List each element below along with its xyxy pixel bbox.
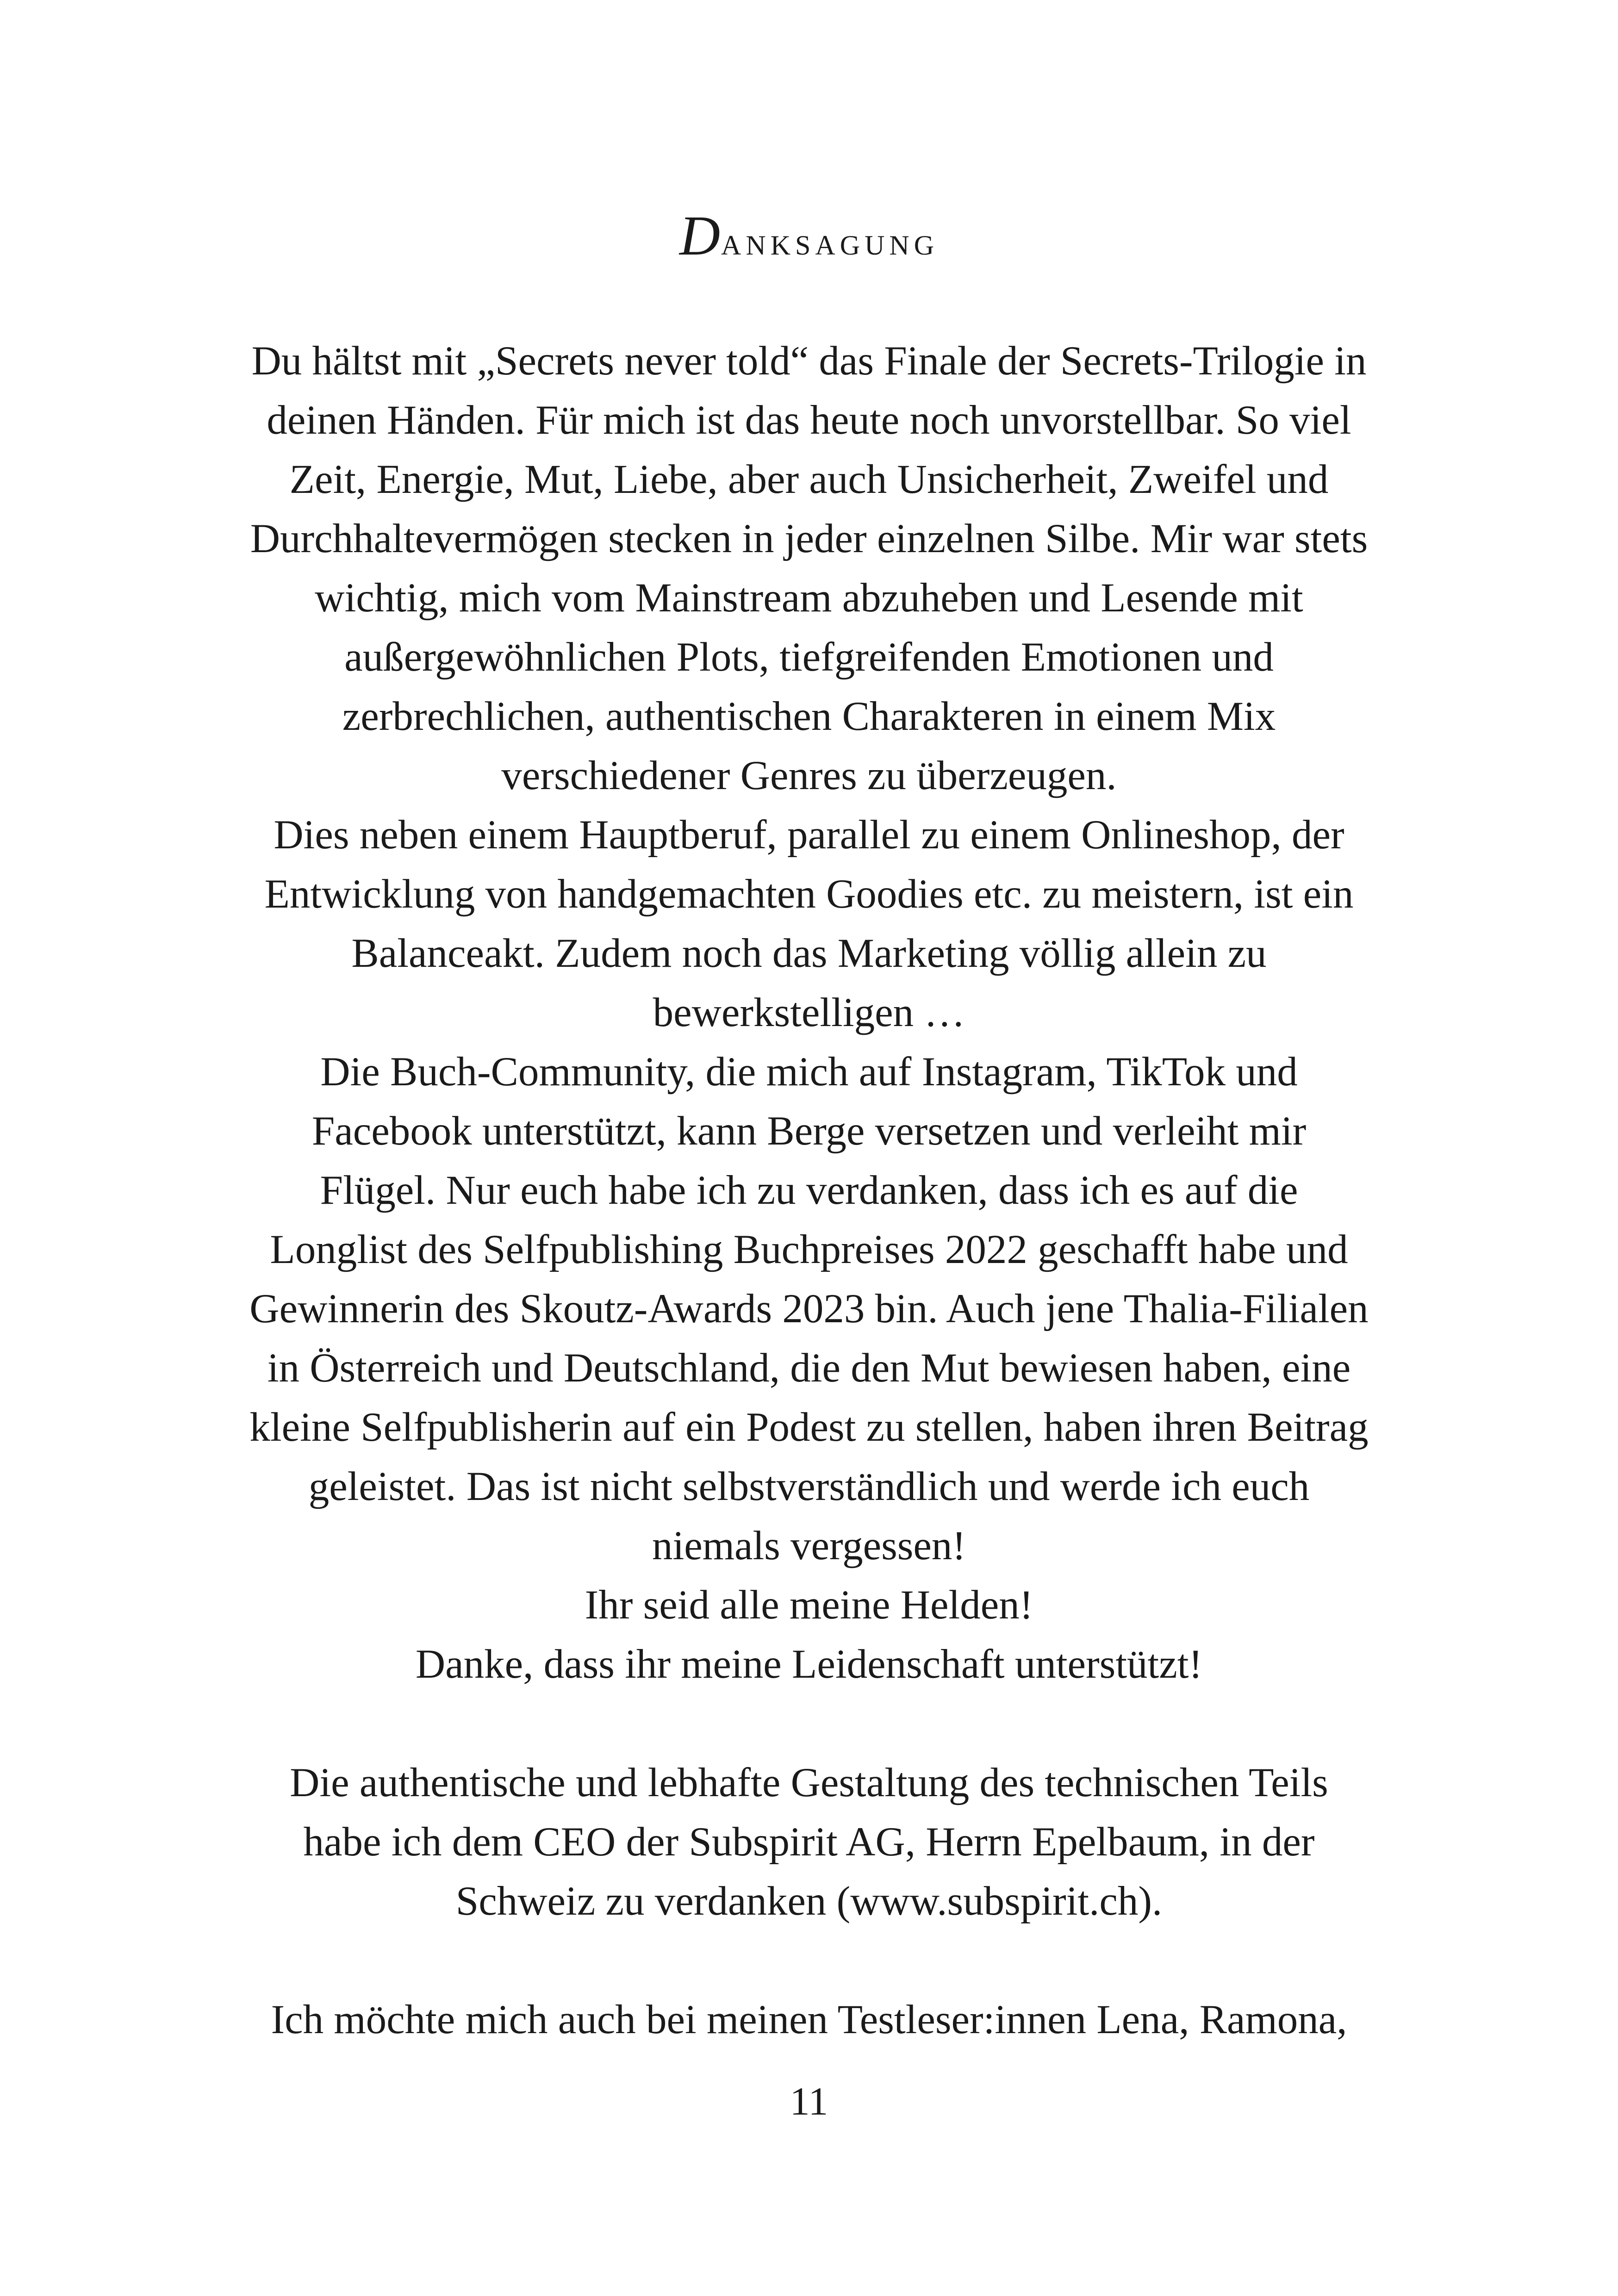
text-line: Danke, dass ihr meine Leidenschaft unterstützt! (415, 1642, 1203, 1687)
page-number: 11 (790, 2079, 828, 2123)
text-line: Facebook unterstützt, kann Berge versetzen und verleiht mir (311, 1108, 1307, 1154)
text-line: in Österreich und Deutschland, die den Mut bewiesen haben, eine (267, 1345, 1351, 1391)
text-line: geleistet. Das ist nicht selbstverständlich und werde ich euch (308, 1464, 1310, 1509)
text-line: Ich möchte mich auch bei meinen Testleser:innen Lena, Ramona, (271, 1997, 1347, 2042)
text-line: zerbrechlichen, authentischen Charakteren in einem Mix (342, 694, 1276, 739)
text-line: niemals vergessen! (652, 1523, 966, 1568)
text-line: deinen Händen. Für mich ist das heute noch unvorstellbar. So viel (267, 398, 1351, 443)
text-line: Gewinnerin des Skoutz-Awards 2023 bin. Auch jene Thalia-Filialen (249, 1286, 1369, 1332)
paragraph-spacer (0, 1931, 1618, 1990)
text-line: verschiedener Genres zu überzeugen. (501, 753, 1117, 798)
text-line: Dies neben einem Hauptberuf, parallel zu einem Onlineshop, der (274, 812, 1344, 858)
text-line: Die Buch-Community, die mich auf Instagram, TikTok und (320, 1049, 1298, 1095)
paragraph-spacer (0, 1694, 1618, 1753)
text-line: Entwicklung von handgemachten Goodies etc. zu meistern, ist ein (264, 871, 1354, 917)
text-line: habe ich dem CEO der Subspirit AG, Herrn Epelbaum, in der (303, 1819, 1315, 1865)
text-line: bewerkstelligen … (653, 990, 965, 1035)
text-line: Zeit, Energie, Mut, Liebe, aber auch Unsicherheit, Zweifel und (289, 457, 1329, 502)
text-line: Du hältst mit „Secrets never told“ das Finale der Secrets-Trilogie in (251, 338, 1367, 384)
text-line: Die authentische und lebhafte Gestaltung des technischen Teils (290, 1760, 1328, 1805)
text-line: Flügel. Nur euch habe ich zu verdanken, dass ich es auf die (320, 1168, 1298, 1213)
text-line: wichtig, mich vom Mainstream abzuheben und Lesende mit (315, 575, 1303, 621)
text-line: außergewöhnlichen Plots, tiefgreifenden Emotionen und (344, 635, 1274, 680)
text-line: kleine Selfpublisherin auf ein Podest zu stellen, haben ihren Beitrag (249, 1405, 1369, 1450)
heading-initial: D (679, 205, 722, 267)
chapter-heading (0, 204, 1618, 285)
text-line: Schweiz zu verdanken (www.subspirit.ch). (455, 1879, 1163, 1924)
acknowledgement-text (0, 331, 1618, 2049)
text-line: Longlist des Selfpublishing Buchpreises 2022 geschafft habe und (270, 1227, 1348, 1272)
text-line: Durchhaltevermögen stecken in jeder einzelnen Silbe. Mir war stets (250, 516, 1368, 561)
heading-rest: anksagung (721, 219, 939, 263)
text-line: Ihr seid alle meine Helden! (585, 1582, 1033, 1628)
text-line: Balanceakt. Zudem noch das Marketing völlig allein zu (351, 931, 1267, 976)
